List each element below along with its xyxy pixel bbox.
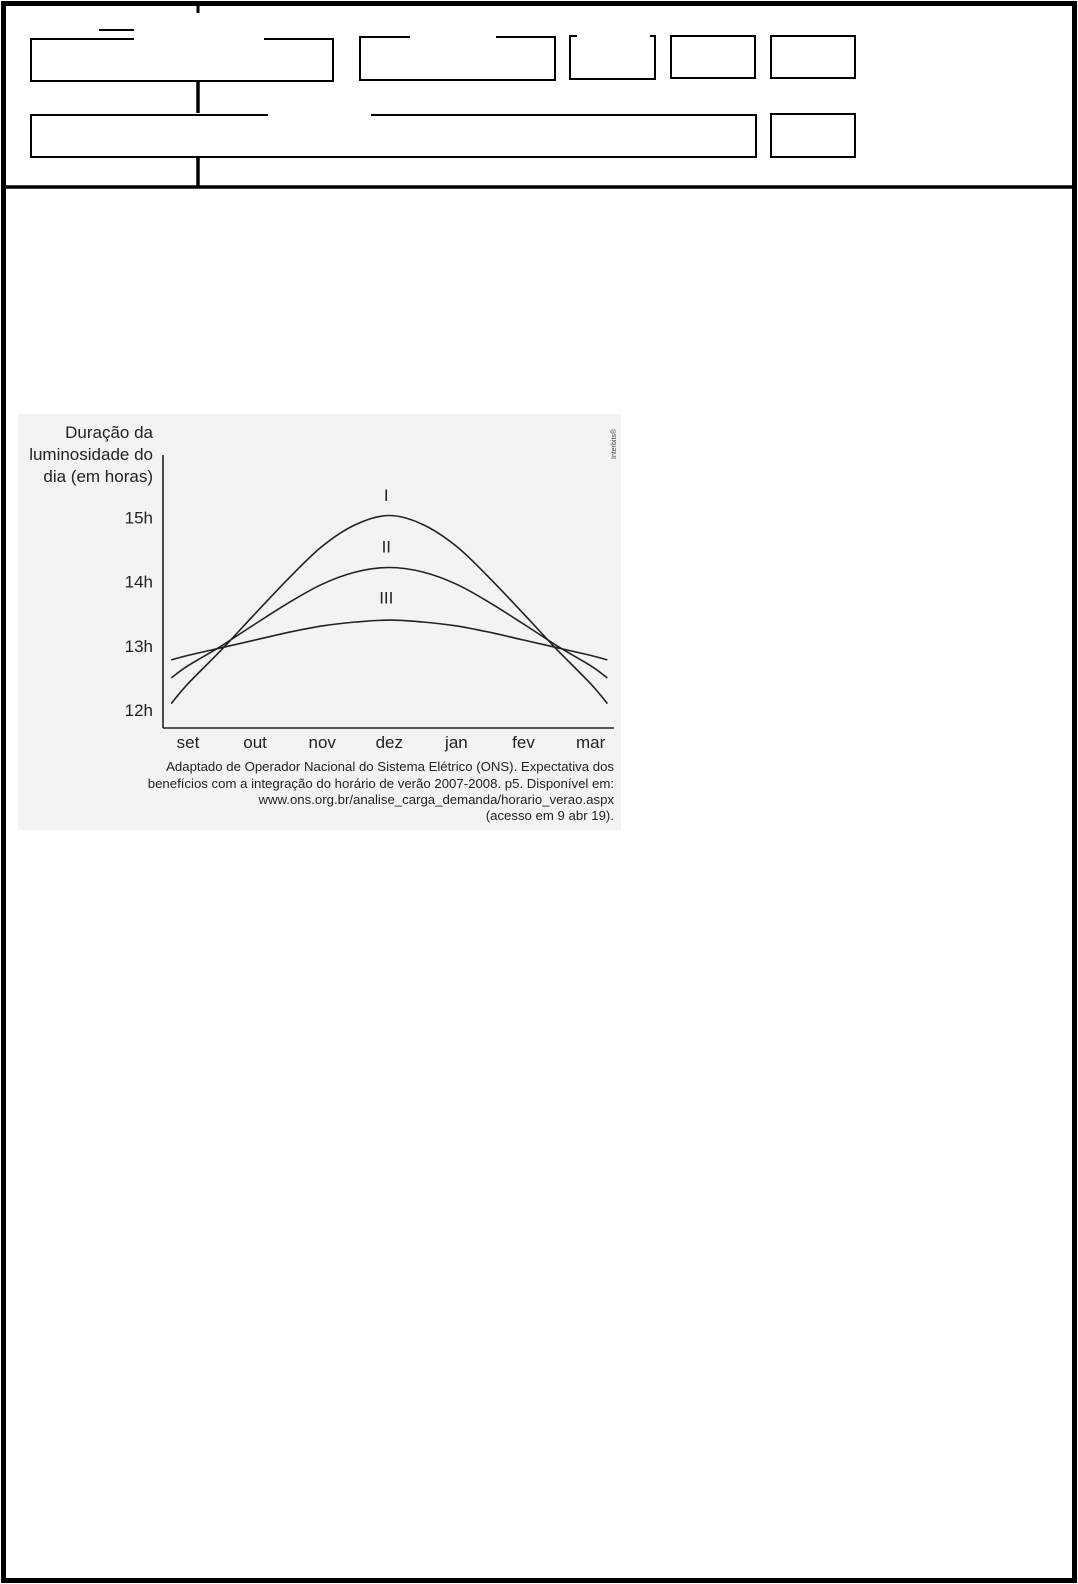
y-tick-label: 15h <box>124 508 153 528</box>
y-tick-label: 12h <box>124 701 153 720</box>
source-caption-line: Adaptado de Operador Nacional do Sistema Elétrico (ONS). Expectativa dos <box>166 759 614 774</box>
source-caption-line: benefícios com a integração do horário de verão 2007-2008. p5. Disponível em: <box>147 776 614 791</box>
series-label-III: III <box>379 588 394 608</box>
y-axis-title-line: Duração da <box>65 423 153 442</box>
source-caption-line: www.ons.org.br/analise_carga_demanda/horario_verao.aspx <box>258 792 614 807</box>
series-label-I: I <box>383 485 389 505</box>
y-axis-title-line: luminosidade do <box>29 445 153 464</box>
x-tick-label-dez: dez <box>375 733 404 752</box>
x-tick-label-fev: fev <box>512 733 535 752</box>
chart-credit: Interbits® <box>611 428 618 459</box>
series-label-II: II <box>381 537 392 557</box>
x-tick-label-out: out <box>243 733 267 752</box>
x-tick-label-set: set <box>176 733 200 752</box>
y-tick-label: 13h <box>124 636 153 656</box>
source-caption-line: (acesso em 9 abr 19). <box>485 808 614 823</box>
y-tick-label: 14h <box>124 572 153 592</box>
x-tick-label-mar: mar <box>575 733 606 752</box>
x-tick-label-nov: nov <box>308 733 336 752</box>
x-tick-label-jan: jan <box>445 733 468 752</box>
y-axis-title-line: dia (em horas) <box>43 467 153 486</box>
